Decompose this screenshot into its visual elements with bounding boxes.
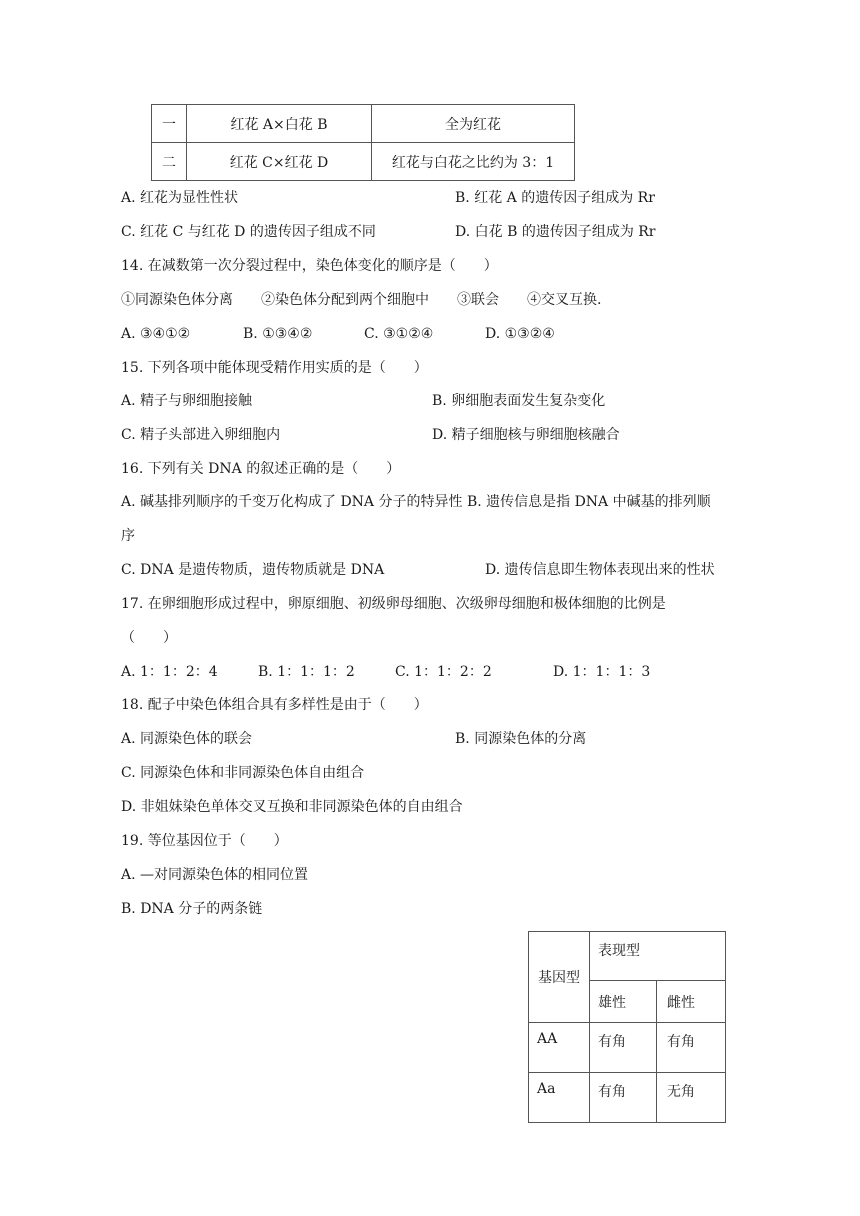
male-header: 雄性 [590, 981, 657, 1023]
genotype-header: 基因型 [529, 932, 590, 1023]
table-row [529, 1073, 726, 1123]
q16-stem: 16. 下列有关 DNA 的叙述正确的是（ ） [121, 461, 401, 477]
q17-option-b: B. 1：1：1：2 [258, 664, 355, 680]
q17-stem-cont: （ ） [121, 630, 177, 646]
q17-option-d: D. 1：1：1：3 [553, 664, 651, 680]
group-cell: 一 [152, 105, 187, 143]
q15-option-a: A. 精子与卵细胞接触 [121, 393, 253, 409]
q19-option-a: A. —对同源染色体的相同位置 [121, 867, 309, 883]
male-cell: 有角 [590, 1023, 657, 1073]
q16-option-d: D. 遗传信息即生物体表现出来的性状 [485, 562, 715, 578]
genotype-table [528, 931, 726, 1123]
female-cell: 无角 [657, 1073, 726, 1123]
female-header: 雌性 [657, 981, 726, 1023]
q13-option-d: D. 白花 B 的遗传因子组成为 Rr [455, 224, 656, 240]
result-cell: 全为红花 [372, 105, 575, 143]
q15-option-b: B. 卵细胞表面发生复杂变化 [432, 393, 606, 409]
q13-option-c: C. 红花 C 与红花 D 的遗传因子组成不同 [121, 224, 376, 240]
genotype-cell: AA [529, 1023, 590, 1073]
table-row [529, 1023, 726, 1073]
q16-options-ab: A. 碱基排列顺序的千变万化构成了 DNA 分子的特异性 B. 遗传信息是指 DNA 中碱基的排列顺 [121, 494, 711, 510]
genotype-cell: Aa [529, 1073, 590, 1123]
q15-option-c: C. 精子头部进入卵细胞内 [121, 427, 281, 443]
q18-option-b: B. 同源染色体的分离 [455, 731, 587, 747]
male-cell: 有角 [590, 1073, 657, 1123]
q19-option-b: B. DNA 分子的两条链 [121, 901, 263, 917]
table-row [152, 143, 575, 181]
q13-option-b: B. 红花 A 的遗传因子组成为 Rr [455, 190, 655, 206]
q15-option-d: D. 精子细胞核与卵细胞核融合 [432, 427, 620, 443]
female-cell: 有角 [657, 1023, 726, 1073]
q17-stem: 17. 在卵细胞形成过程中，卵原细胞、初级卵母细胞、次级卵母细胞和极体细胞的比例是 [121, 596, 666, 612]
q14-items: ①同源染色体分离 ②染色体分配到两个细胞中 ③联会 ④交叉互换. [121, 292, 602, 308]
table-row [529, 932, 726, 981]
q18-option-a: A. 同源染色体的联会 [121, 731, 253, 747]
q13-option-a: A. 红花为显性性状 [121, 190, 239, 206]
q15-stem: 15. 下列各项中能体现受精作用实质的是（ ） [121, 360, 428, 376]
q17-option-c: C. 1：1：2：2 [395, 664, 492, 680]
q18-option-c: C. 同源染色体和非同源染色体自由组合 [121, 765, 365, 781]
phenotype-header: 表现型 [590, 932, 726, 981]
group-cell: 二 [152, 143, 187, 181]
q18-stem: 18. 配子中染色体组合具有多样性是由于（ ） [121, 697, 428, 713]
q18-option-d: D. 非姐妹染色单体交叉互换和非同源染色体的自由组合 [121, 799, 463, 815]
q17-option-a: A. 1：1：2：4 [121, 664, 218, 680]
q16-options-ab-cont: 序 [121, 528, 135, 544]
q14-option-d: D. ①③②④ [485, 326, 555, 342]
q14-option-b: B. ①③④② [243, 326, 313, 342]
table-row [152, 105, 575, 143]
q19-stem: 19. 等位基因位于（ ） [121, 833, 288, 849]
cross-cell: 红花 C×红花 D [187, 143, 372, 181]
q14-option-a: A. ③④①② [121, 326, 191, 342]
cross-table [151, 104, 575, 181]
q14-stem: 14. 在减数第一次分裂过程中，染色体变化的顺序是（ ） [121, 258, 498, 274]
cross-cell: 红花 A×白花 B [187, 105, 372, 143]
result-cell: 红花与白花之比约为 3：1 [372, 143, 575, 181]
q16-option-c: C. DNA 是遗传物质，遗传物质就是 DNA [121, 562, 385, 578]
q14-option-c: C. ③①②④ [364, 326, 434, 342]
